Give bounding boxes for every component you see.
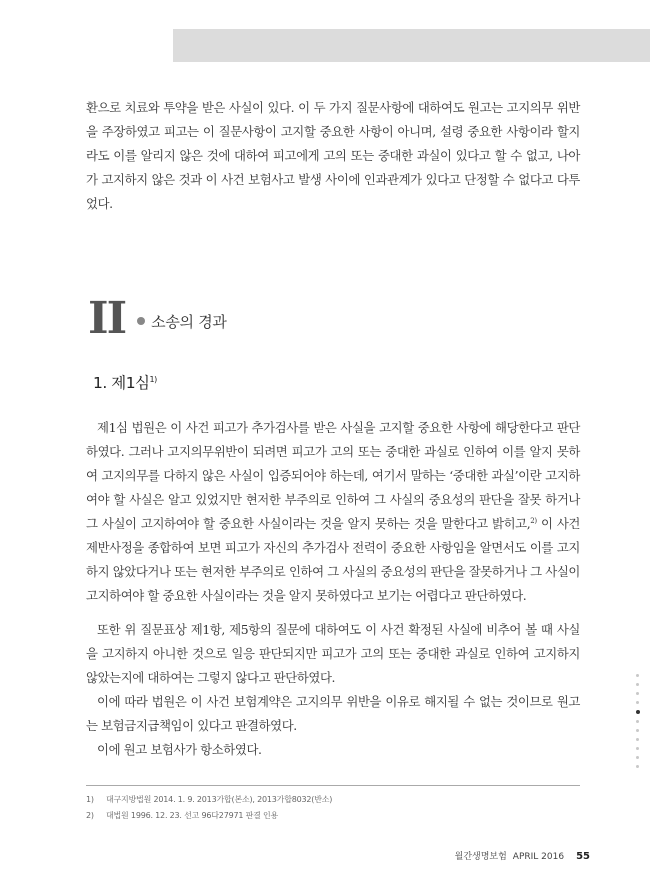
body-text: 제1심 법원은 이 사건 피고가 추가검사를 받은 사실을 고지할 중요한 사항에 해당한다고 판단하였다. 그러나 고지의무위반이 되려면 피고가 고의 또는 중대한 과실로 인하여 이를 알지 못하여 고지의무를 다하지 않은 사실이 입증되어야 하는데, 여기서 말하는 ‘중대한 과실’이란 고지하여야 할 사실은 알고 있었지만 현저한 부주의로 인하여 그 사실의 중요성의 판단을 잘못 하거나 그 사실이 고지하여야 할 중요한 사실이라는 것을 알지 못하는 것을 말한다고 밝히고, <box>86 420 580 531</box>
subsection-title: 1. 제1심 <box>93 374 150 392</box>
body-paragraph-3: 이에 따라 법원은 이 사건 보험계약은 고지의무 위반을 이유로 해지될 수 없는 것이므로 원고는 보험금지급책임이 있다고 판결하였다. <box>86 694 580 733</box>
publication-name: 월간생명보험 <box>454 852 507 862</box>
indicator-dot-icon <box>636 765 639 768</box>
page-number: 55 <box>576 851 590 862</box>
indicator-dot-icon <box>636 683 639 686</box>
header-bar <box>173 29 650 62</box>
footnote-text: 대법원 1996. 12. 23. 선고 96다27971 판결 인용 <box>106 811 279 820</box>
body-text: 이 사건 제반사정을 종합하여 보면 피고가 자신의 추가검사 전력이 중요한 사항임을 알면서도 이를 고지하지 않았다거나 또는 현저한 부주의로 인하여 그 사실의 중요성의 판단을 잘못하거나 그 사실이 고지하여야 할 중요한 사실이라는 것을 알지 못하였다고 보기는 어렵다고 판단하였다. <box>86 516 580 603</box>
body-paragraph-4: 이에 원고 보험사가 항소하였다. <box>97 742 262 757</box>
page-indicator <box>636 674 640 774</box>
indicator-dot-icon <box>636 692 639 695</box>
section-title: 소송의 경과 <box>151 312 227 331</box>
footnote-ref: 2) <box>530 516 537 525</box>
indicator-dot-icon <box>636 747 639 750</box>
indicator-dot-icon <box>636 720 639 723</box>
footnote-text: 대구지방법원 2014. 1. 9. 2013가합(본소), 2013가합8032(반소) <box>106 795 333 804</box>
footnote-item <box>86 794 332 805</box>
section-heading <box>88 293 227 344</box>
footnote-number: 1) <box>86 795 94 804</box>
bullet-dot-icon <box>137 317 145 325</box>
section-numeral: II <box>88 293 126 344</box>
issue-date: APRIL 2016 <box>512 852 565 862</box>
footnote-ref: 1) <box>149 374 157 384</box>
intro-paragraph: 환으로 치료와 투약을 받은 사실이 있다. 이 두 가지 질문사항에 대하여도 원고는 고지의무 위반을 주장하였고 피고는 이 질문사항이 고지할 중요한 사항이 아니며, 설령 중요한 사항이라 할지라도 이를 알리지 않은 것에 대하여 피고에게 고의 또는 중대한 과실이 있다고 할 수 없고, 나아가 고지하지 않은 것과 이 사건 보험사고 발생 사이에 인과관계가 있다고 단정할 수 없다고 다투었다. <box>86 100 580 211</box>
indicator-dot-icon <box>636 729 639 732</box>
footnote-item <box>86 810 278 821</box>
indicator-dot-icon <box>636 674 639 677</box>
indicator-dot-active-icon <box>636 710 640 714</box>
footnote-number: 2) <box>86 811 94 820</box>
indicator-dot-icon <box>636 701 639 704</box>
body-paragraph-2: 또한 위 질문표상 제1항, 제5항의 질문에 대하여도 이 사건 확정된 사실에 비추어 볼 때 사실을 고지하지 아니한 것으로 일응 판단되지만 피고가 고의 또는 중대한 과실로 인하여 고지하지 않았는지에 대하여는 그렇지 않다고 판단하였다. <box>86 622 580 685</box>
page-footer <box>455 849 590 862</box>
footnote-divider <box>86 785 580 786</box>
indicator-dot-icon <box>636 738 639 741</box>
subsection-heading <box>93 371 157 393</box>
body-paragraph-1 <box>86 416 580 608</box>
indicator-dot-icon <box>636 756 639 759</box>
